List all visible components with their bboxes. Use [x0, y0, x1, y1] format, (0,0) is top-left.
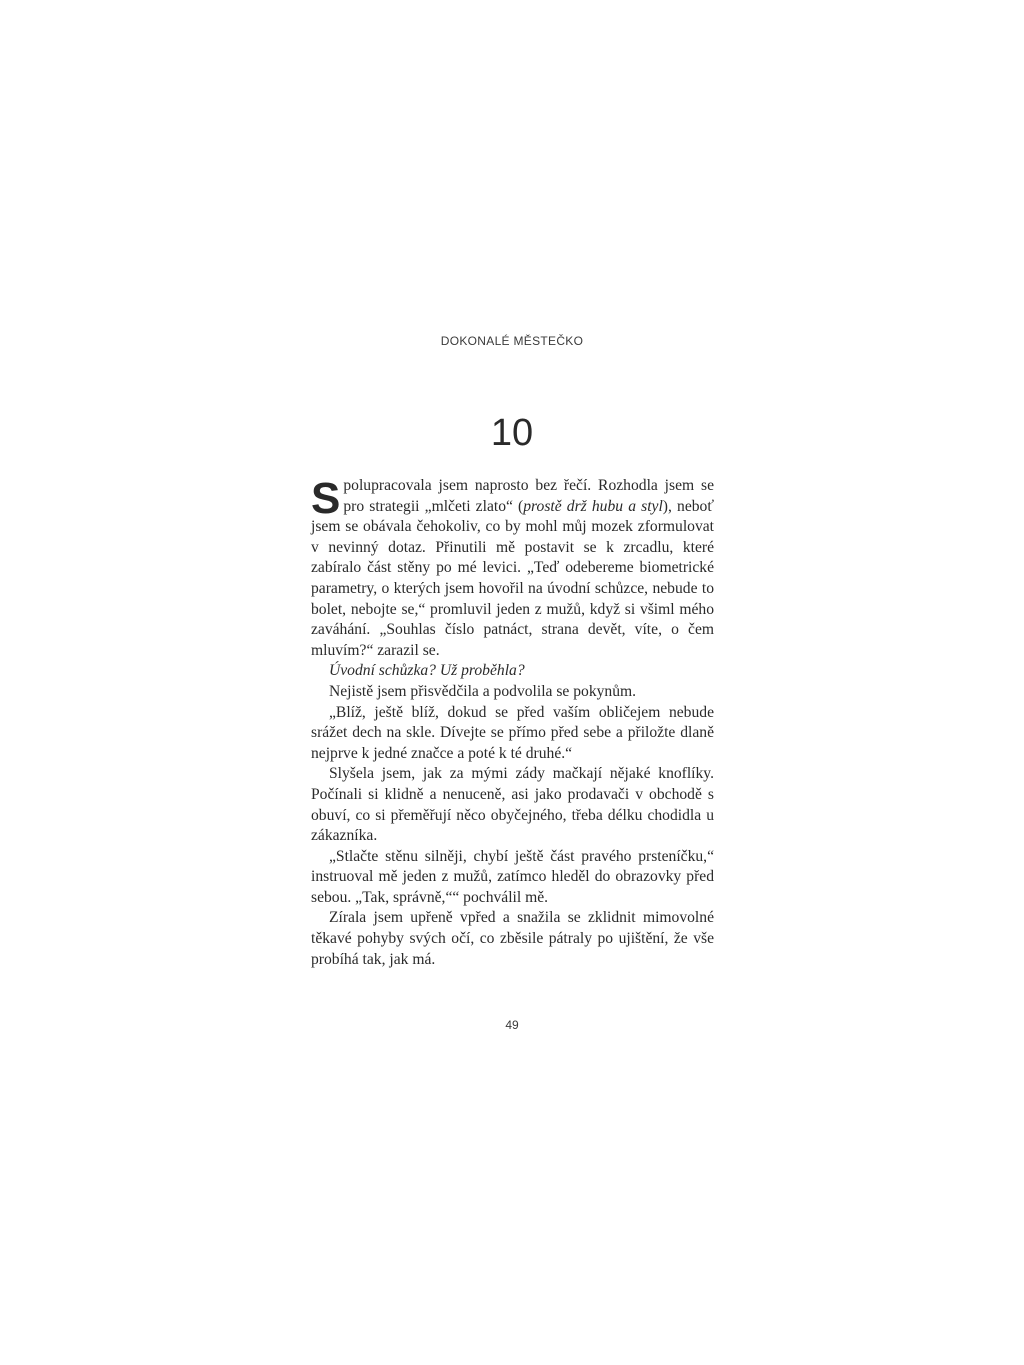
running-header: DOKONALÉ MĚSTEČKO: [440, 334, 584, 348]
paragraph-1: [311, 476, 714, 661]
paragraph-1-text-b: ), neboť jsem se obávala čehokoliv, co by mohl můj mozek zformulovat v nevinný dotaz. Přinutili mě postavit se k zrcadlu, které zabíralo část stěny po mé levici. „Teď odebereme biometrické parametry, o kterých jsem hovořil na úvodní schůzce, nebude to bolet, nebojte se,“ promluvil jeden z mužů, když si všiml mého zaváhání. „Souhlas číslo patnáct, strana devět, víte, o čem mluvím?“ zarazil se.: [311, 497, 715, 659]
paragraph-6: „Stlačte stěnu silněji, chybí ještě část pravého prsteníčku,“ instruoval mě jeden z mužů, zatímco hleděl do obrazovky před sebou. „Tak, správně,““ pochválil mě.: [311, 847, 714, 906]
paragraph-7: Zírala jsem upřeně vpřed a snažila se zklidnit mimovolné těkavé pohyby svých očí, co zběsile pátraly po ujištění, že vše probíhá tak, jak má.: [311, 909, 714, 968]
paragraph-4: „Blíž, ještě blíž, dokud se před vaším obličejem nebude srážet dech na skle. Dívejte se přímo před sebe a přiložte dlaně nejprve k jedné značce a poté k té druhé.“: [311, 703, 714, 762]
paragraph-1-text-a: polupracovala jsem naprosto bez řečí. Rozhodla jsem se pro strategii „mlčeti zlato“ (: [343, 477, 714, 515]
body-text: [311, 476, 714, 970]
paragraph-1-italic: prostě drž hubu a styl: [523, 497, 663, 515]
page-number: 49: [505, 1018, 519, 1032]
drop-cap: S: [311, 474, 341, 523]
chapter-number: 10: [490, 412, 534, 454]
paragraph-2: Úvodní schůzka? Už proběhla?: [329, 662, 525, 680]
paragraph-5: Slyšela jsem, jak za mými zády mačkají nějaké knoflíky. Počínali si klidně a nenuceně, asi jako prodavači v obchodě s obuví, co si přeměřují něco obyčejného, třeba délku chodidla u zákazníka.: [311, 765, 714, 845]
paragraph-3: Nejistě jsem přisvědčila a podvolila se pokynům.: [329, 682, 637, 700]
